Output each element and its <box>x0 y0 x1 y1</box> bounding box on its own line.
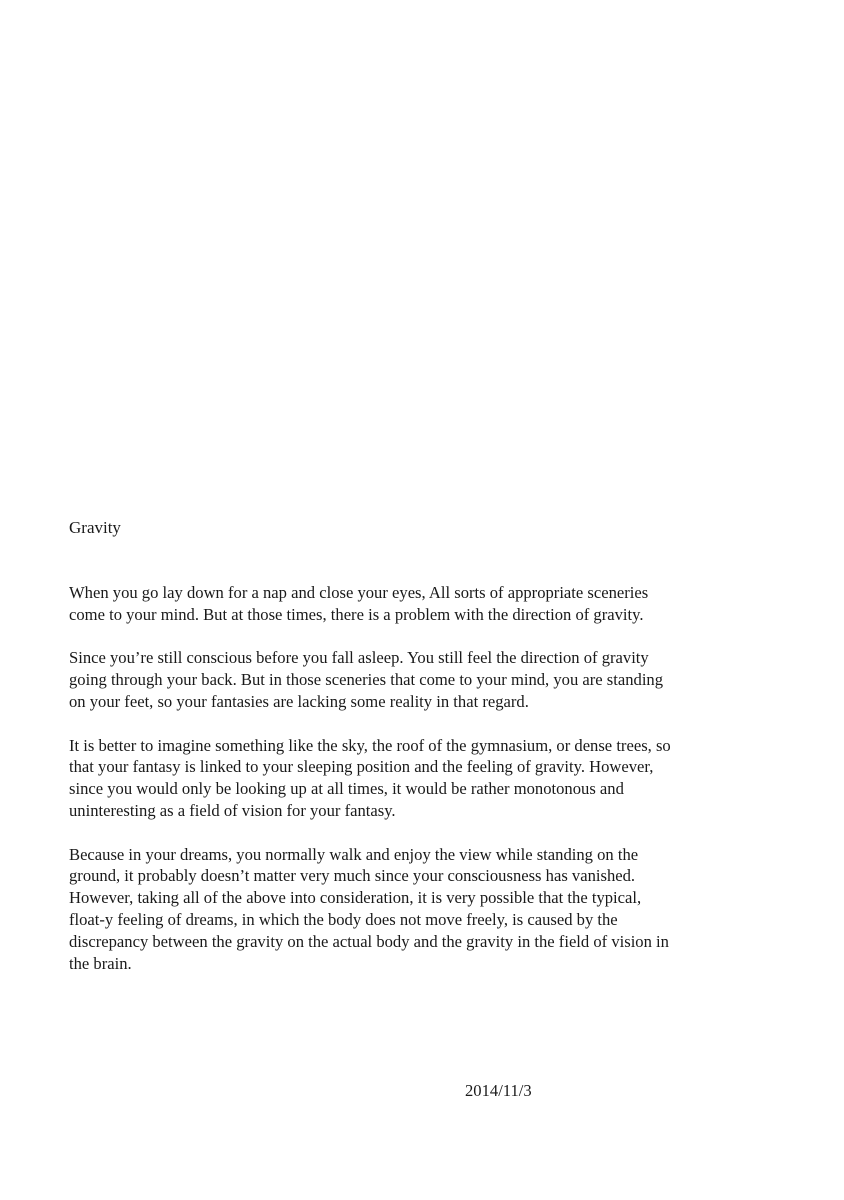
document-body <box>69 582 675 996</box>
paragraph: When you go lay down for a nap and close your eyes, All sorts of appropriate sceneries come to your mind. But at those times, there is a problem with the direction of gravity. <box>69 583 649 624</box>
paragraph: It is better to imagine something like the sky, the roof of the gymnasium, or dense trees, so that your fantasy is linked to your sleeping position and the feeling of gravity. However, since you would only be looking up at all times, it would be rather monotonous and uninteresting as a field of vision for your fantasy. <box>69 735 671 820</box>
document-date: 2014/11/3 <box>465 1081 532 1100</box>
paragraph: Because in your dreams, you normally walk and enjoy the view while standing on the ground, it probably doesn’t matter very much since your consciousness has vanished. However, taking all of the above into consideration, it is very possible that the typical, float-y feeling of dreams, in which the body does not move freely, is caused by the discrepancy between the gravity on the actual body and the gravity in the field of vision in the brain. <box>69 844 669 973</box>
paragraph: Since you’re still conscious before you fall asleep. You still feel the direction of gravity going through your back. But in those sceneries that come to your mind, you are standing on your feet, so your fantasies are lacking some reality in that regard. <box>69 648 664 711</box>
document-title: Gravity <box>69 518 121 537</box>
